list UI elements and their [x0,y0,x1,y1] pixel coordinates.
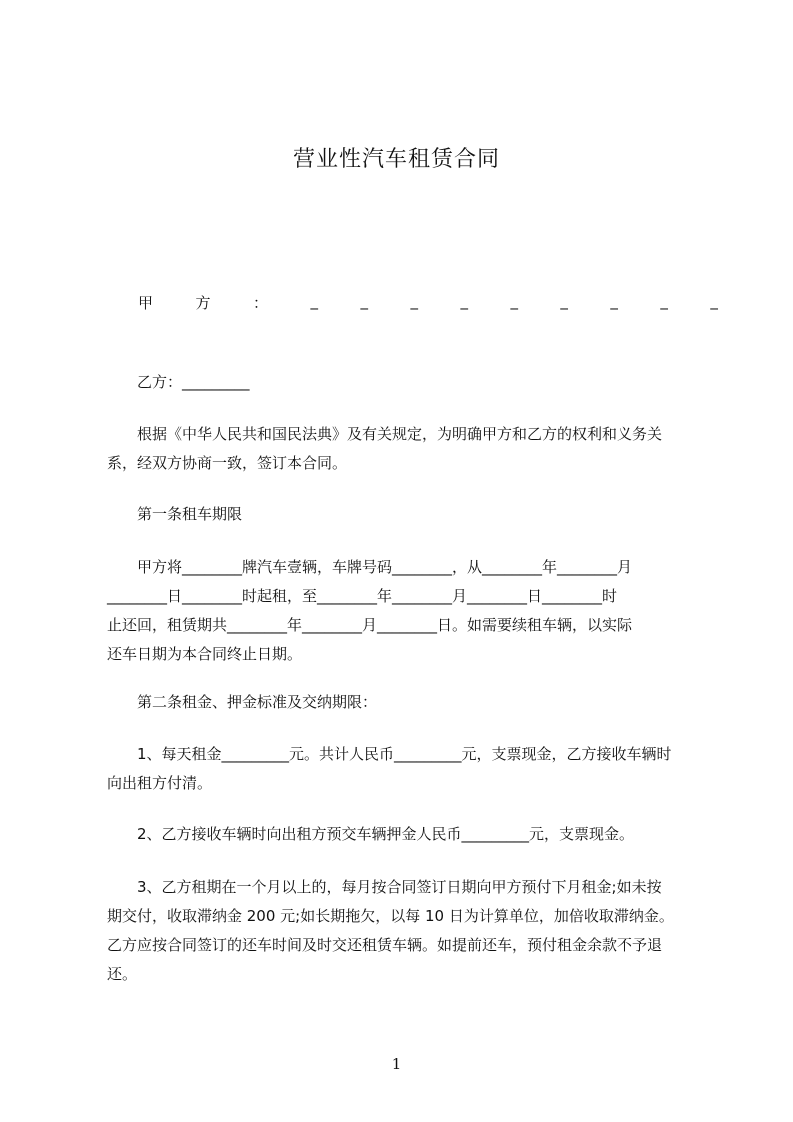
article-1-line: 还车日期为本合同终止日期。 [107,645,303,663]
article-2-item-3-line: 乙方应按合同签订的还车时间及时交还租赁车辆。如提前还车，预付租金余款不予退 [107,936,663,954]
party-a-char: 方 [195,294,211,312]
intro-paragraph [107,420,662,478]
party-a-row [138,292,718,313]
article-2-item-1-line: 1、每天租金_________元。共计人民币_________元，支票现金，乙方接收车辆时 [137,745,672,763]
article-2-item-1-line: 向出租方付清。 [107,774,213,792]
party-a-blank: _ [710,292,718,310]
article-1-line: 甲方将________牌汽车壹辆，车牌号码________，从________年________月 [137,558,633,576]
article-1-line: ________日________时起租，至________年________月________日________时 [107,587,618,605]
party-b: 乙方：_________ [137,373,250,391]
article-2-heading: 第二条租金、押金标准及交纳期限： [137,693,378,711]
party-a-blank: _ [360,292,368,310]
party-a-blank: _ [310,292,318,310]
party-a-blank: _ [610,292,618,310]
party-a-char: ： [253,294,269,312]
article-2-item-3-line: 还。 [107,965,138,983]
article-1-heading: 第一条租车期限 [137,505,243,523]
party-a-blank: _ [560,292,568,310]
intro-line: 系，经双方协商一致，签订本合同。 [107,454,348,472]
article-2-item-1 [107,740,672,798]
article-1-line: 止还回，租赁期共________年________月________日。如需要续租车辆，以实际 [107,616,633,634]
article-2-item-3 [107,873,674,989]
document-title: 营业性汽车租赁合同 [292,147,500,172]
page-number: 1 [391,1055,402,1073]
party-a-blank: _ [660,292,668,310]
party-a-blank: _ [410,292,418,310]
party-a-blank: _ [460,292,468,310]
party-a-char: 甲 [138,294,154,312]
article-2-item-2: 2、乙方接收车辆时向出租方预交车辆押金人民币_________元，支票现金。 [137,825,635,843]
article-2-item-3-line: 期交付，收取滞纳金 200 元;如长期拖欠，以每 10 日为计算单位，加倍收取滞纳金。 [107,907,674,925]
article-2-item-3-line: 3、乙方租期在一个月以上的，每月按合同签订日期向甲方预付下月租金;如未按 [137,878,662,896]
article-1-body [107,553,632,669]
intro-line: 根据《中华人民共和国民法典》及有关规定，为明确甲方和乙方的权利和义务关 [137,425,663,443]
party-a-blank: _ [510,292,518,310]
